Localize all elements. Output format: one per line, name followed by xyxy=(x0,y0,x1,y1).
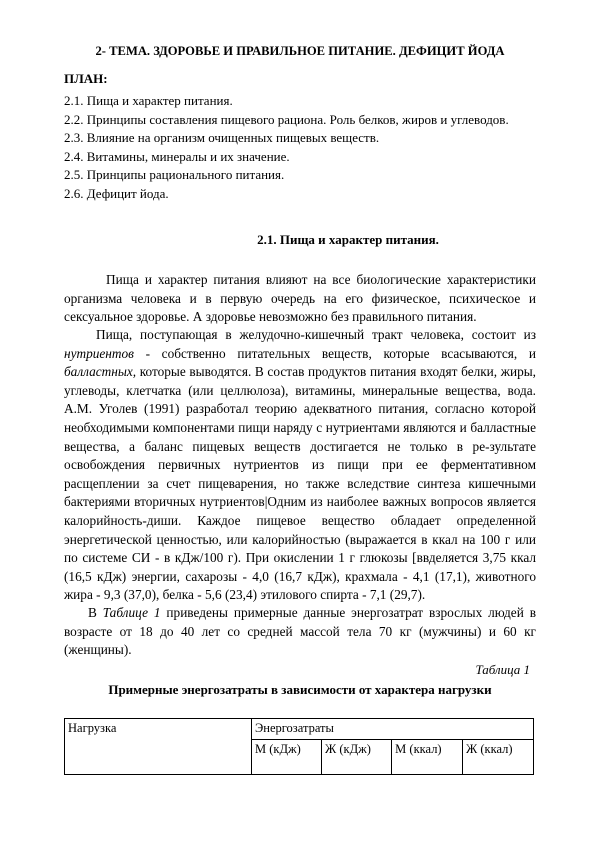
plan-item: 2.6. Дефицит йода. xyxy=(64,185,169,201)
plan-item: 2.2. Принципы составления пищевого рациона. Роль белков, жиров и углеводов. xyxy=(64,111,509,127)
plan-item: 2.4. Витамины, минералы и их значение. xyxy=(64,148,290,164)
subheader-f-kj: Ж (кДж) xyxy=(322,740,392,775)
paragraph-3 xyxy=(64,604,536,660)
paragraph-2-mid: - собственно питательных веществ, которые всасываются, и xyxy=(133,345,536,361)
term-ballast: балластных, xyxy=(64,364,137,380)
paragraph-2-start: Пища, поступающая в желудочно-кишечный тракт человека, состоит из xyxy=(96,327,536,342)
paragraph-2 xyxy=(64,326,536,605)
paragraph-1: Пища и характер питания влияют на все биологические характеристики организма человека и в первую очередь на его физическое, психическое и сексуальное здоровье. А здоровье невозможно без правильного питания. xyxy=(64,272,536,325)
table-reference: Таблице 1 xyxy=(102,605,161,620)
table-heading: Примерные энергозатраты в зависимости от характера нагрузки xyxy=(108,682,492,697)
paragraph-2-rest: которые выводятся. В состав продуктов питания входят белки, жиры, углеводы, клетчатка (или целлюлоза), витамины, минеральные вещества, вода. А.М. Уголев (1991) разработал теорию адекватного питания, согласно которой необходимыми компонентами пищи наряду с нутриентами являются и балластные вещества, а баланс пищевых веществ достигается не только в ре-зультате освобождения первичных нутриентов из пищи при ее ферментативном расщеплении за счет пищеварения, но также вследствие синтеза кишечными бактериями вторичных нутриентов|Одним из наиболее важных вопросов является калорийность-диши. Каждое пищевое вещество обладает определенной энергетической ценностью, или калорийностью (выражается в ккал на 100 г или по системе СИ - в кДж/100 г). При окислении 1 г глюкозы [ввделяется 3,75 ккал (16,5 кДж) энергии, сахарозы - 4,0 (16,7 кДж), крахмала - 4,1 (17,1), животного жира - 9,3 (37,0), белка - 5,6 (23,4) этилового спирта - 7,1 (29,7). xyxy=(64,364,536,603)
energy-table xyxy=(64,718,534,775)
section-heading: 2.1. Пища и характер питания. xyxy=(257,232,439,247)
subheader-f-kcal: Ж (ккал) xyxy=(463,740,534,775)
table-row xyxy=(65,719,534,740)
plan-heading: ПЛАН: xyxy=(64,71,108,86)
plan-item: 2.3. Влияние на организм очищенных пищевых веществ. xyxy=(64,130,380,146)
table-caption: Таблица 1 xyxy=(475,662,530,677)
subheader-m-kj: М (кДж) xyxy=(252,740,322,775)
term-nutrients: нутриентов xyxy=(64,345,134,361)
paragraph-3-rest: приведены примерные данные энергозатрат взрослых людей в возрасте от 18 до 40 лет со средней массой тела 70 кг (мужчины) и 60 кг (женщины). xyxy=(64,605,536,658)
page-title: 2- ТЕМА. ЗДОРОВЬЕ И ПРАВИЛЬНОЕ ПИТАНИЕ. ДЕФИЦИТ ЙОДА xyxy=(95,44,505,58)
header-energy: Энергозатраты xyxy=(252,719,534,740)
subheader-m-kcal: М (ккал) xyxy=(392,740,463,775)
header-load: Нагрузка xyxy=(65,719,252,775)
plan-item: 2.5. Принципы рационального питания. xyxy=(64,167,285,183)
paragraph-3-start: В xyxy=(88,605,103,620)
plan-item: 2.1. Пища и характер питания. xyxy=(64,93,233,108)
plan-list xyxy=(64,92,536,204)
